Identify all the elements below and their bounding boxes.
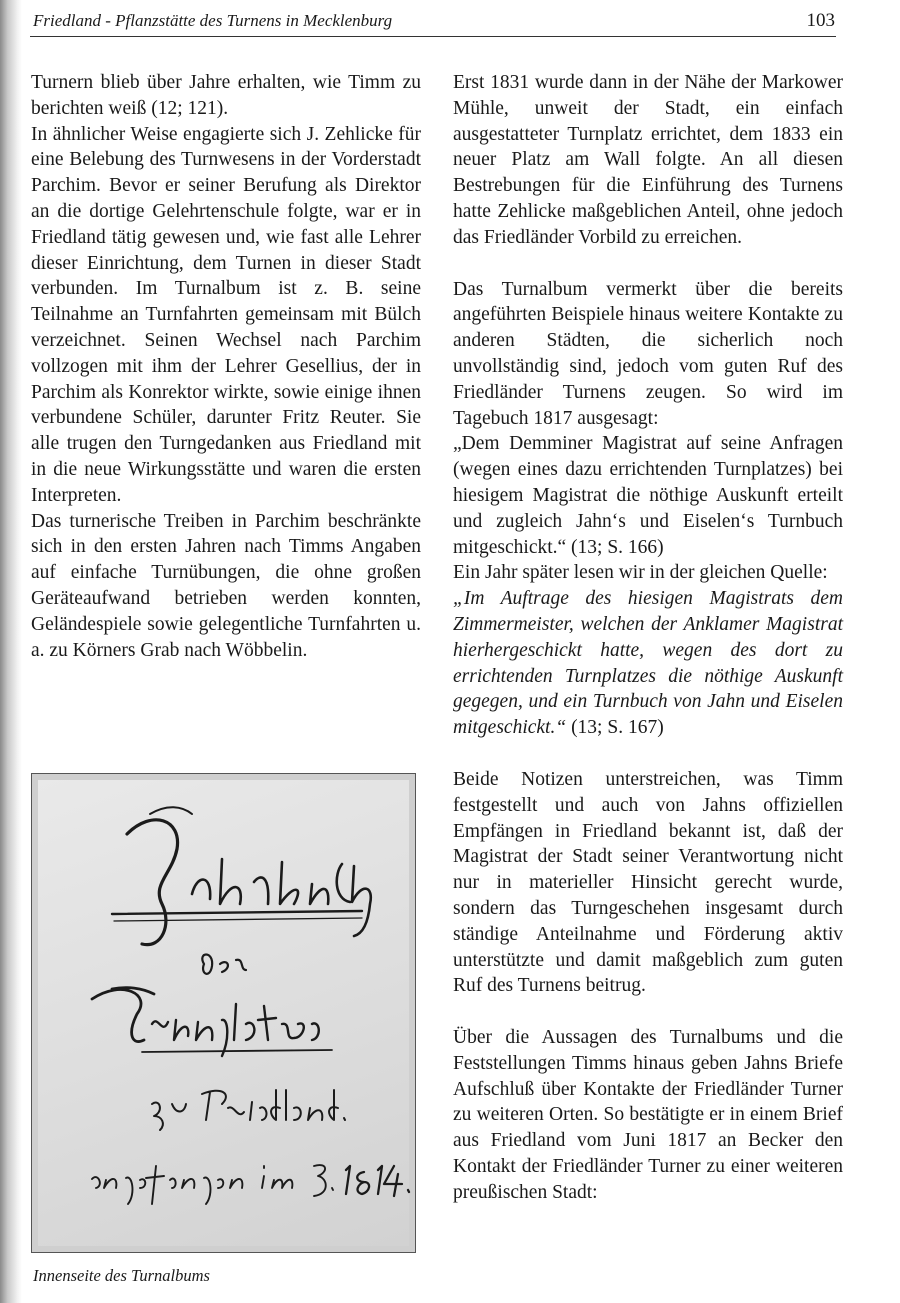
- paragraph: Ein Jahr später lesen wir in der gleichen Quelle:: [453, 562, 828, 584]
- paragraph: Das Turnalbum vermerkt über die bereits angeführten Beispiele hinaus weitere Kontakte zu anderen Städten, die sicherlich noch unvollständig sind, jedoch vom guten Ruf des Friedländer Turnens zeugen. So wird im Tagebuch 1817 ausgesagt:: [453, 278, 843, 429]
- left-text-column: [31, 70, 421, 663]
- page-binding-shadow: [0, 0, 22, 1303]
- running-title: Friedland - Pflanzstätte des Turnens in Mecklenburg: [33, 11, 393, 30]
- manuscript-photo: [31, 773, 416, 1253]
- paragraph: Erst 1831 wurde dann in der Nähe der Markower Mühle, unweit der Stadt, ein einfach ausgestatteter Turnplatz errichtet, dem 1833 ein neuer Platz am Wall folgte. An all diesen Bestrebungen für die Einführung des Turnens hatte Zehlicke maßgeblichen Anteil, ohne jedoch das Friedländer Vorbild zu erreichen.: [453, 72, 843, 248]
- paragraph: Über die Aussagen des Turnalbums und die Feststellungen Timms hinaus geben Jahns Briefe Aufschluß über Kontakte der Friedländer Turner zu weiteren Orten. So bestätigte er in einem Brief aus Friedland vom Juni 1817 an Becker den Kontakt der Friedländer Turner zu einer weiteren preußischen Stadt:: [453, 1027, 843, 1203]
- quote-paragraph: [453, 586, 843, 741]
- quote-paragraph: „Dem Demminer Magistrat auf seine Anfragen (wegen eines dazu errichtenden Turnplatzes) bei hiesigem Magistrat die nöthige Auskunft erteilt und zugleich Jahn‘s und Eiselen‘s Turnbuch mitgeschickt.“ (13; S. 166): [453, 433, 843, 558]
- header-rule: [30, 36, 836, 37]
- italic-quote: „Im Auftrage des hiesigen Magistrats dem Zimmermeister, welchen der Anklamer Magistrat hierhergeschickt hatte, wegen des dort zu errichtenden Turnplatzes die nöthige Auskunft gegegen, und ein Turnbuch von Jahn und Eiselen mitgeschickt.“: [453, 588, 843, 739]
- paragraph: In ähnlicher Weise engagierte sich J. Zehlicke für eine Belebung des Turnwesens in der Vorderstadt Parchim. Bevor er seiner Berufung als Direktor an die dortige Gelehrtenschule folgte, war er in Friedland tätig gewesen und, wie fast alle Lehrer dieser Einrichtung, dem Turnen in dieser Stadt verbunden. Im Turnalbum ist z. B. seine Teilnahme an Turnfahrten gemeinsam mit Bülch verzeichnet. Seinen Wechsel nach Parchim vollzogen mit ihm der Lehrer Gesellius, der in Parchim als Konrektor wirkte, sowie einige ihnen verbundene Schüler, darunter Fritz Reuter. Sie alle trugen den Turngedanken aus Friedland mit in die neue Wirkungsstätte und waren die ersten Interpreten.: [31, 123, 421, 506]
- paragraph: Turnern blieb über Jahre erhalten, wie Timm zu berichten weiß (12; 121).: [31, 72, 421, 119]
- figure-caption: Innenseite des Turnalbums: [33, 1266, 210, 1285]
- citation: (13; S. 167): [566, 717, 664, 739]
- right-text-column: [453, 70, 843, 1206]
- running-header: [33, 9, 835, 33]
- paragraph: Beide Notizen unterstreichen, was Timm festgestellt und auch von Jahns offiziellen Empfängen in Friedland bekannt ist, daß der Magistrat der Stadt seiner Verantwortung nicht nur in materieller Hinsicht gerecht wurde, sondern das Turngeschehen insgesamt durch ständige Anteilnahme und Förderung aktiv unterstützte und damit maßgeblich zum guten Ruf des Turnens beitrug.: [453, 768, 843, 997]
- page-number: 103: [806, 10, 835, 31]
- paragraph: Das turnerische Treiben in Parchim beschränkte sich in den ersten Jahren nach Timms Angaben auf einfache Turnübungen, die ohne großen Geräteaufwand betrieben werden konnten, Geländespiele sowie gelegentliche Turnfahrten u. a. zu Körners Grab nach Wöbbelin.: [31, 510, 421, 661]
- handwritten-title-image: [32, 774, 417, 1254]
